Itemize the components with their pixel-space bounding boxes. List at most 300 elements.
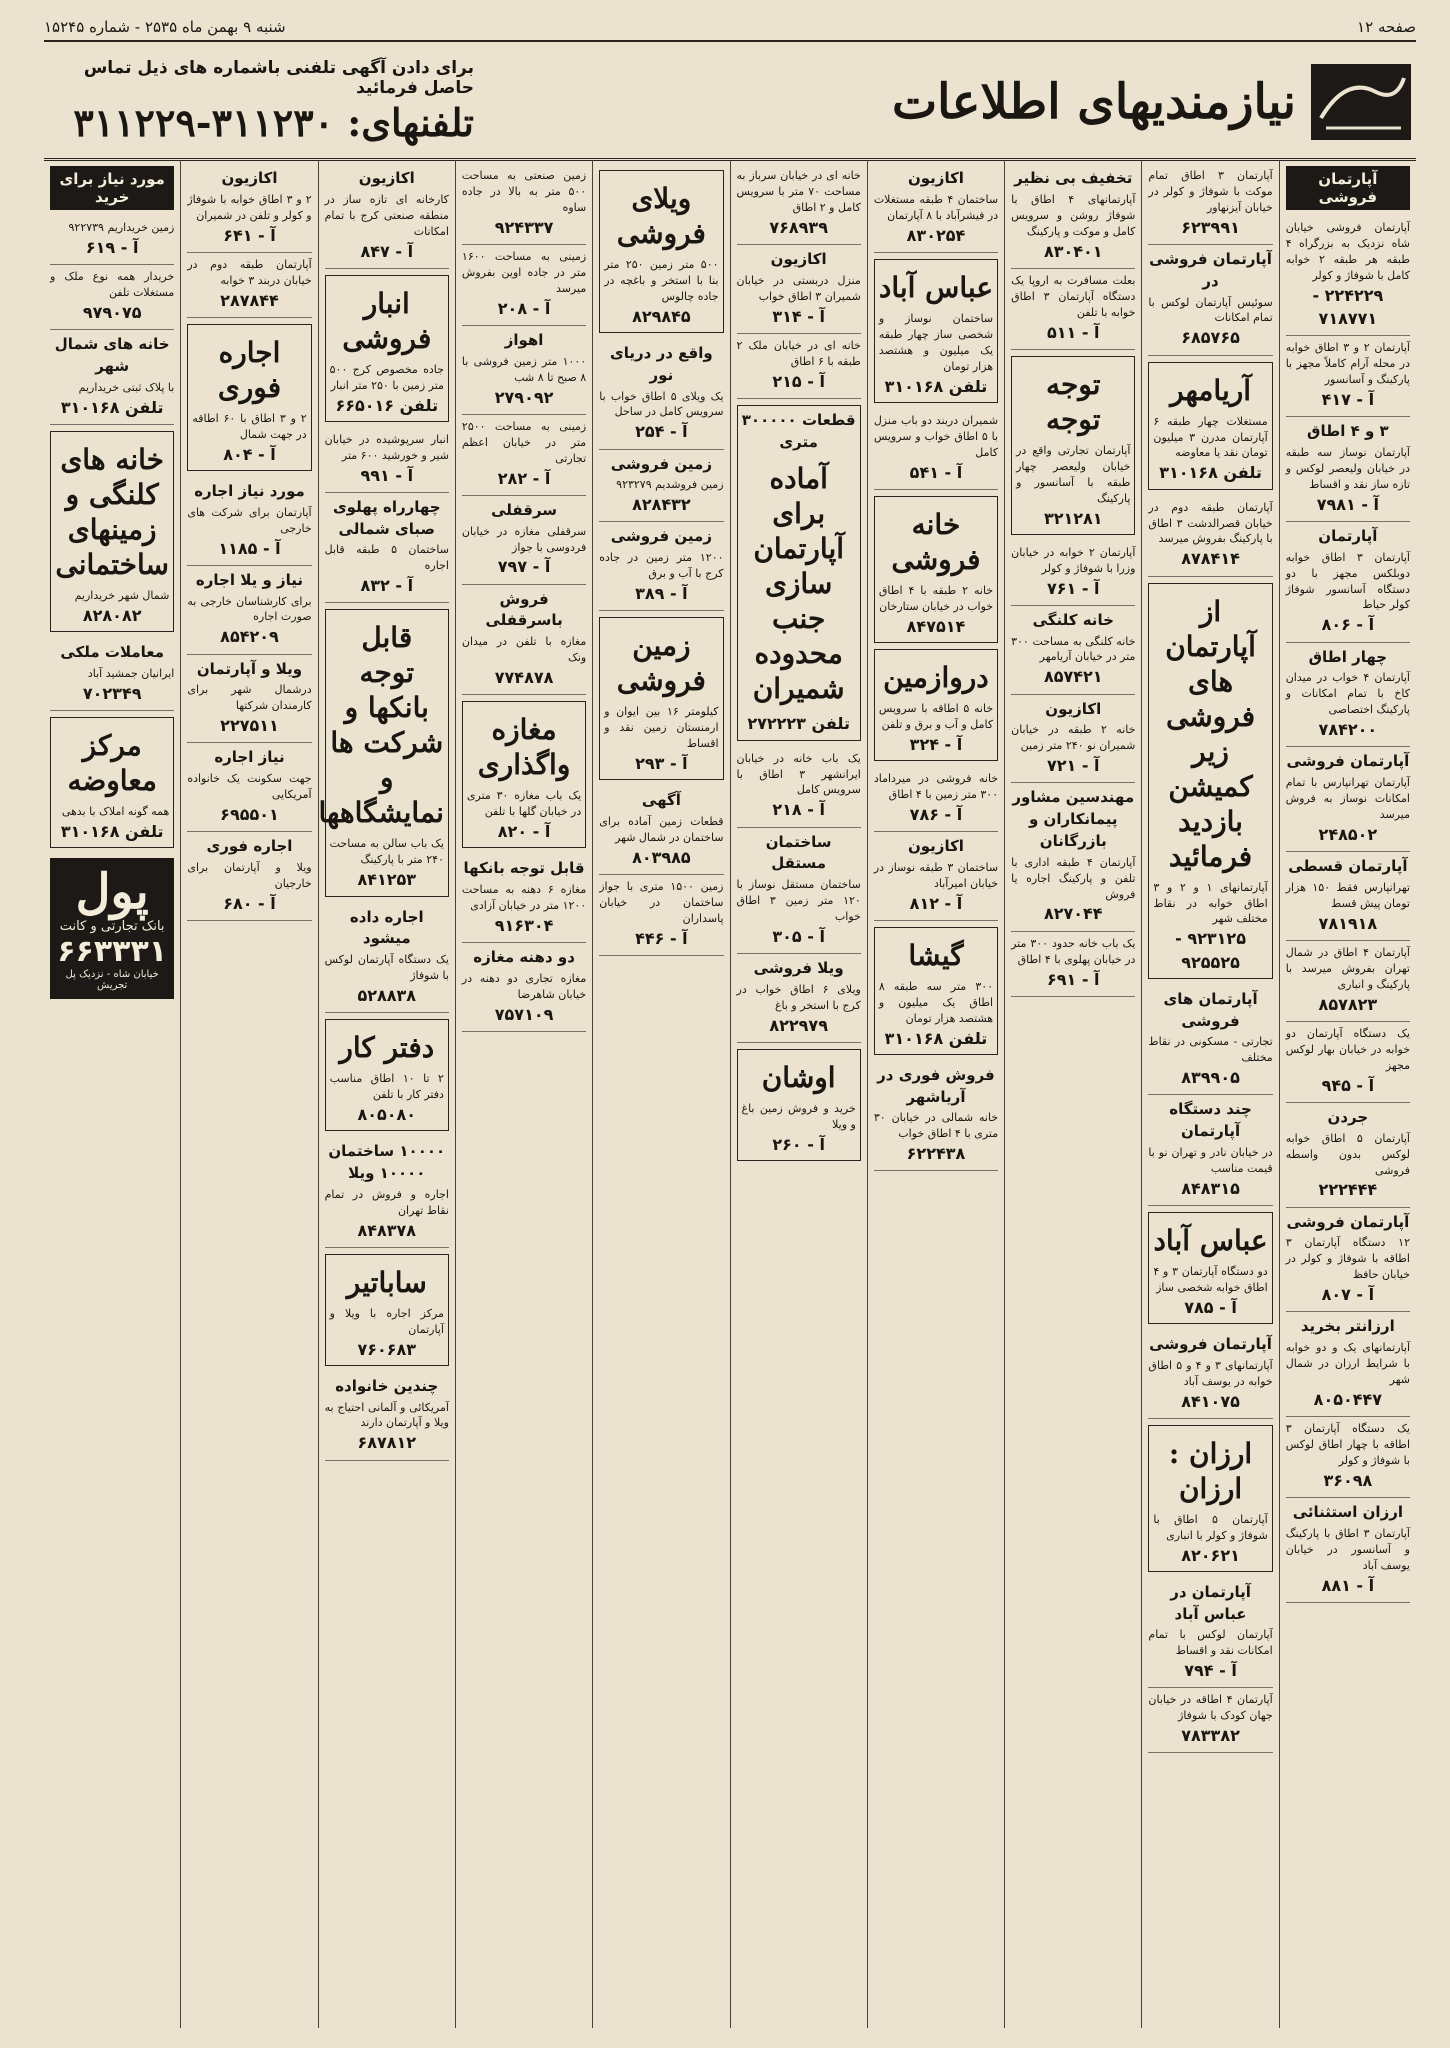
ad-phone: آ - ۲۰۸ [497,298,551,318]
ad-body: سوئیس آپارتمان لوکس با تمام امکانات [1148,295,1273,325]
ad-body: زمین خریداریم ۹۲۲۷۳۹ [68,221,175,234]
ad-phone: آ - ۷۹۸۱ [1316,494,1380,514]
classified-ad [737,954,861,1043]
ad-display-title: آماده برای آپارتمان سازی جنب محدوده شمیران [752,462,845,706]
ad-body: آپارتمان ۲ خوابه در خیابان وزرا با شوفاژ و کولر [1011,545,1136,575]
ad-body: مرکز اجاره با ویلا و آپارتمان [329,1306,444,1336]
ad-phone: آ - ۶۹۱ [1046,969,1100,989]
classified-ad [1148,1095,1272,1206]
ad-body: آپارتمان ۴ خواب در میدان کاخ با تمام امکانات و پارکینگ اختصاصی [1285,671,1410,717]
ad-phone: آ - ۳۸۹ [635,584,688,604]
ad-display-title: دروازمین [883,660,989,694]
classified-ad [1148,583,1272,979]
ad-body: همه گونه املاک با بدهی [61,804,170,818]
ad-body: آپارتمانهای ۴ اطاق با شوفاژ روشن و سرویس کامل و موکت و پارکینگ [1011,192,1136,238]
ad-phone: ۲۴۸۵۰۲ [1318,824,1378,844]
ad-heading: آپارتمان فروشی [1286,1212,1410,1231]
ad-display-title: انبار فروشی [342,286,432,355]
classified-ad [187,832,311,921]
ad-phone: ۸۲۷۰۴۴ [1043,904,1103,924]
ad-phone: آ - ۹۴۵ [1321,1075,1375,1095]
ad-body: ساختمان ۴ طبقه مستغلات در فیشرآباد با ۸ آپارتمان [873,192,999,222]
ad-phone: ۸۴۸۳۷۸ [357,1220,417,1240]
ad-body: دو دستگاه آپارتمان ۳ و ۴ اطاق خوابه شخصی ساز [1153,1264,1268,1294]
ad-heading: ارزانتر بخرید [1300,1317,1395,1336]
classified-ad [187,164,311,253]
classified-ad [462,326,586,415]
ad-heading: فروش باسرقفلی [485,589,563,630]
ad-body: زمینی به مساحت ۲۵۰۰ متر در خیابان اعظم تجارتی [461,419,587,465]
ad-body: یک دستگاه آپارتمان ۳ اطاقه با چهار اطاق لوکس با شوفاژ و کولر [1285,1422,1410,1467]
ad-heading: مورد نیاز اجاره [194,481,305,500]
ad-phone: ۷۶۰۶۸۳ [357,1339,417,1359]
ad-heading: قابل توجه بانکها [463,859,585,878]
ad-body: آپارتمان ۵ اطاق با شوفاژ و کولر با انباری [1153,1512,1268,1542]
ad-display-title: مرکز معاوضه [67,728,157,797]
classified-ad [1011,269,1135,350]
ad-body: در خیابان نادر و تهران نو با قیمت مناسب [1148,1145,1273,1175]
classified-ad [1148,1688,1272,1753]
banner-line: بانک تجارتی و کانت [59,918,165,934]
ad-heading: ویلا و آپارتمان [196,659,303,678]
ad-body: خریدار همه نوع ملک و مستغلات تلفن [50,270,175,300]
banner-number: ۶۶۳۳۳۱ [57,933,168,969]
classified-ad [50,330,174,425]
ad-heading: اکازیون [358,169,415,187]
contact-phones: تلفنهای: ۳۱۱۲۳۰-۳۱۱۲۲۹ [73,100,474,145]
ad-phone: ۳۶۰۹۸ [1323,1470,1373,1490]
classified-ad [1286,1022,1410,1103]
classified-ad [737,164,861,245]
category-header: آپارتمان فروشی [1286,166,1410,210]
ad-phone: ۷۷۴۸۷۸ [494,668,554,687]
ad-body: آپارتمان ۴ اطاق در شمال تهران بفروش میرسد با پارکینگ و انباری [1285,945,1410,991]
ad-body: ۲ تا ۱۰ اطاق مناسب دفتر کار با تلفن [329,1072,444,1101]
classified-ad [462,701,586,848]
ad-phone: ۷۸۱۹۱۸ [1318,913,1378,933]
ad-phone: آ - ۲۸۲ [497,468,551,488]
classified-ad [1011,783,1135,931]
ad-body: یک باب خانه در خیابان ایرانشهر ۳ اطاق با سرویس کامل [736,751,861,797]
ad-body: خرید و فروش زمین باغ و ویلا [741,1101,856,1131]
classified-ad [50,265,174,330]
ad-body: آپارتمان ۳ اطاق خوابه دوبلکس مجهز با دو دستگاه آسانسور شوفاژ کولر حیاط [1285,550,1410,612]
ad-phone: ۸۲۸۰۸۲ [82,605,142,625]
ad-phone: آ - ۷۸۵ [1184,1297,1237,1317]
ad-phone: ۲۲۲۴۴۴ [1318,1180,1378,1200]
ad-phone: ۷۰۲۳۴۹ [82,683,142,703]
ad-phone: ۹۲۴۳۳۷ [494,217,554,237]
ad-phone: آ - ۷۸۶ [909,804,963,824]
ad-body: آپارتمان ۳ اطاق تمام موکت با شوفاژ و کولر در خیابان آیزنهاور [1148,169,1273,214]
classified-ad [599,170,723,333]
classified-ad [599,339,723,450]
ad-phone: ۸۵۷۸۲۳ [1318,994,1378,1014]
ad-display-title: زمین فروشی [616,629,706,698]
ad-body: آپارتمان نوساز سه طبقه در خیابان ولیعصر لوکس و تازه ساز نقد و اقساط [1285,445,1410,491]
classified-ad [1148,245,1272,356]
classified-ad [1286,852,1410,941]
classified-ad [462,943,586,1032]
ad-heading: نیاز و یلا اجاره [195,570,304,589]
ad-body: یک باب خانه حدود ۳۰۰ متر در خیابان پهلوی با ۴ اطاق [1011,936,1136,966]
ad-body: آپارتمان ۴ طبقه اداری با تلفن و پارکینگ اجاره یا فروش [1011,855,1136,901]
ad-heading: چند دستگاه آپارتمان [1169,1100,1252,1141]
ad-phone: آ - ۲۹۳ [635,754,688,774]
ad-body: زمین فروشدیم ۹۲۳۲۷۹ [616,478,724,492]
ad-display-title: خانه های کلنگی و زمینهای ساختمانی [55,442,169,581]
ad-display-title: اجاره فوری [217,335,282,404]
ad-body: زمینی به مساحت ۱۶۰۰ متر در جاده اوین بفروش میرسد [461,250,587,295]
ad-phone: ۶۲۳۹۹۱ [1181,217,1240,237]
classified-ad [737,747,861,828]
classified-ad [50,431,174,632]
classified-ad [1286,336,1410,417]
classified-ad [325,275,449,422]
classified-ad [1286,747,1410,852]
ad-phone: ۲۸۷۸۴۴ [220,290,279,310]
classified-ad [325,1372,449,1461]
classified-ad [1011,606,1135,695]
ad-body: آپارتمان طبقه دوم در خیابان قصرالدشت ۳ اطاق با پارکینگ بفروش میرسد [1148,500,1273,546]
ad-phone: ۷۶۸۹۳۹ [769,217,828,237]
ad-body: خانه ۵ اطاقه با سرویس کامل و آب و برق و تلفن [878,701,994,731]
column-4 [867,160,1004,2028]
contact-line: برای دادن آگهی تلفنی باشماره های ذیل تماس حاصل فرمائید [83,58,474,98]
ad-phone: آ - ۳۱۴ [772,306,825,326]
ad-body: ساختمان مستقل نوساز با ۱۲۰ متر زمین ۳ اطاق خواب [736,878,861,923]
ad-heading: زمین فروشی [610,527,712,546]
ad-body: ساختمان ۳ طبقه نوساز در خیابان امیرآباد [873,860,999,890]
ad-body: برای کارشناسان خارجی به صورت اجاره [187,594,312,624]
ad-phone: ۸۳۰۲۵۴ [906,225,966,245]
classified-ad [874,767,998,832]
classified-ad [874,259,998,403]
ad-phone: تلفن ۳۱۰۱۶۸ [884,1028,988,1048]
classified-ad [1286,1417,1410,1498]
ad-phone: تلفن ۶۶۵۰۱۶ [335,395,439,415]
ad-body: ویلا و آپارتمان برای خارجیان [187,860,312,890]
classified-ad [737,1049,861,1161]
ad-phone: تلفن ۳۱۰۱۶۸ [884,376,988,396]
ad-body: زمین ۱۵۰۰ متری با جواز ساختمان در خیابان پاسداران [599,880,724,925]
ad-phone: ۸۳۰۴۰۱ [1043,241,1103,261]
ad-body: کیلومتر ۱۶ بین ایوان و ارمنستان زمین نقد و اقساط [604,705,719,751]
ad-body: ۱۲۰۰ متر زمین در جاده کرج با آب و برق [599,551,724,581]
ad-phone: آ - ۲۵۴ [635,422,688,442]
column-apartments-sale [1279,160,1416,2028]
ad-display-title: ساباتیر [346,1265,427,1299]
contact-block [44,58,474,145]
ad-phone: آ - ۴۱۷ [1321,389,1375,409]
ad-display-title: دفتر کار [339,1031,435,1065]
classified-ad [325,1137,449,1248]
classified-ad [1286,522,1410,643]
ad-display-title: ارزان : ارزان [1168,1436,1253,1505]
ad-phone: ۸۷۸۴۱۴ [1181,549,1240,569]
ad-heading: تخفیف بی نظیر [1014,169,1133,187]
ad-body: آمریکائی و آلمانی احتیاج به ویلا و آپارتمان دارند [324,1400,449,1430]
ad-body: آپارتمان ۲ و ۳ اطاق خوابه در محله آرام کاملاً مجهز با پارکینگ و آسانسور [1285,341,1410,386]
masthead-title: نیازمندیهای اطلاعات [891,74,1296,130]
ad-display-title: اوشان [761,1060,836,1094]
classified-ad [1286,1103,1410,1208]
classified-ad [1011,695,1135,784]
ad-body: خانه شمالی در خیابان ۳۰ متری با ۴ اطاق خواب [873,1111,999,1141]
ad-body: آپارتمان فروشی خیابان شاه نزدیک به بزرگراه ۴ طبقه هر طبقه ۲ خوابه کامل با شوفاژ و کولر [1285,221,1410,282]
ad-phone: آ - ۷۲۱ [1046,756,1100,776]
ad-phone: آ - ۸۰۶ [1321,615,1375,635]
ad-phone: ۸۲۸۴۳۲ [632,495,691,515]
ad-phone: ۵۲۸۸۳۸ [357,985,417,1005]
ad-columns [44,160,1416,2028]
classified-ad [325,1019,449,1131]
classified-ad [874,164,998,253]
ad-phone: ۸۰۵۰۴۴۷ [1313,1389,1383,1409]
classified-ad [1286,1312,1410,1417]
classified-ad [1148,1578,1272,1689]
ad-body: قطعات زمین آماده برای ساختمان در شمال شهر [599,815,724,844]
banner-address: خیابان شاه - نزدیک پل تجریش [65,968,159,991]
ad-body: ۲ و ۳ اطاق با ۶۰ اطاقه در جهت شمال [192,411,307,441]
classified-ad [462,164,586,245]
ad-body: یک باب سالن به مساحت ۲۴۰ متر با پارکینگ [329,837,444,867]
classified-ad [1286,941,1410,1022]
ad-heading: چندین خانواده [335,1376,439,1395]
ad-phone: ۷۸۳۳۸۲ [1181,1726,1240,1746]
ad-phone: آ - ۹۹۱ [360,465,414,485]
classified-ad [462,496,586,585]
ad-body: مغازه با تلفن در میدان ونک [461,635,587,665]
ad-body: آپارتمانهای ۳ و ۴ و ۵ اطاق خوابه در یوسف آباد [1148,1358,1273,1388]
ad-phone: آ - ۱۱۸۵ [218,538,281,558]
ad-phone: ۹۱۶۳۰۴ [494,915,554,935]
ad-heading: آپارتمان در عباس آباد [1170,1582,1251,1623]
ad-phone: ۲۲۴۲۲۹ - ۷۱۸۷۷۱ [1312,285,1384,328]
classified-ad [737,245,861,334]
ad-body: ساختمان نوساز و شخصی ساز چهار طبقه یک میلیون و هشتصد هزار تومان [878,311,994,373]
ad-body: مغازه تجاری دو دهنه در خیابان شاهرضا [461,971,587,1001]
ad-display-title: از آپارتمان های فروشی زیر کمیشن بازدید فرمائید [1165,594,1256,873]
ad-heading: معاملات ملکی [60,642,165,661]
ad-phone: ۶۸۷۸۱۲ [357,1433,417,1453]
ad-body: خانه ای در خیابان ملک ۲ طبقه با ۶ اطاق [736,338,861,368]
ad-heading: زمین فروشی [610,454,712,473]
ad-body: آپارتمانهای یک و دو خوابه با شرایط ارزان در شمال شهر [1285,1341,1410,1386]
classified-ad [599,450,723,523]
classified-ad [187,655,311,744]
ad-display-title: عباس آباد [1153,1223,1268,1257]
classified-ad [187,253,311,318]
ad-heading: خانه های شمال شهر [54,335,170,375]
ad-phone: آ - ۸۰۷ [1321,1285,1375,1305]
ad-phone: ۶۸۵۷۶۵ [1181,328,1240,348]
ad-phone: آ - ۷۹۷ [497,557,551,577]
ad-heading: ویلا فروشی [753,959,844,978]
ad-heading: چهار اطاق [1308,647,1388,666]
ad-heading: واقع در دریای نور [610,344,713,384]
classified-ad [187,477,311,566]
classified-ad [1011,356,1135,535]
ad-heading: ارزان استثنائی [1292,1503,1403,1522]
ad-phone: آ - ۸۳۲ [360,576,414,596]
ad-phone: ۸۴۱۲۵۳ [357,870,417,890]
ad-body: جهت سکونت یک خانواده آمریکایی [187,772,312,802]
ad-phone: ۳۲۱۲۸۱ [1043,508,1103,528]
ad-body: آپارتمان لوکس با تمام امکانات نقد و اقساط [1148,1628,1273,1658]
classified-ad [874,496,998,643]
ad-phone: ۸۲۲۹۷۹ [769,1015,828,1035]
ad-heading: اکازیون [1045,699,1102,718]
classified-ad [1286,417,1410,522]
ad-body: خانه فروشی در میرداماد ۳۰۰ متر زمین با ۴ اطاق [873,771,999,801]
ad-phone: تلفن ۳۱۰۱۶۸ [60,821,164,841]
classified-ad [874,832,998,921]
ad-phone: آ - ۶۸۰ [223,893,276,913]
classified-ad [50,638,174,711]
column-wanted-to-buy [44,160,180,2028]
ad-phone: تلفن ۲۷۲۲۲۳ [747,714,850,734]
category-header: مورد نیاز برای خرید [50,166,174,210]
ad-body: ۱۲ دستگاه آپارتمان ۳ اطاقه با شوفاژ و کولر در خیابان حافظ [1285,1236,1410,1282]
ad-heading: آپارتمان های فروشی [1163,989,1258,1030]
classified-ad [462,585,586,696]
classified-ad [874,1061,998,1172]
ad-phone: ۸۲۹۸۴۵ [632,306,691,326]
classified-ad [737,334,861,399]
classified-ad [325,1254,449,1366]
ad-phone: ۷۵۷۱۰۹ [494,1004,554,1024]
classified-ad [187,566,311,655]
ad-heading: جردن [1327,1107,1369,1126]
ad-phone: ۸۰۵۰۸۰ [357,1104,417,1124]
ad-body: خانه ۲ طبقه با ۴ اطاق خواب در خیابان ستارخان [878,583,994,613]
ad-heading: مهندسین مشاور پیمانکاران و بازرگانان [1012,788,1135,850]
ad-heading: آپارتمان فروشی [1286,752,1410,771]
classified-ad [1011,541,1135,606]
ad-body: آپارتمان ۵ اطاق خوابه لوکس بدون واسطه فروشی [1285,1131,1410,1177]
ad-display-title: آریامهر [1170,373,1252,407]
ad-display-title: عباس آباد [878,270,994,304]
ad-heading: اهواز [504,331,544,349]
column-2 [1141,160,1278,2028]
classified-ad [737,405,861,741]
ad-phone: ۶۲۲۴۳۸ [906,1144,966,1164]
classified-ad [187,743,311,832]
ad-heading: ساختمان مستقل [765,832,832,873]
ad-phone: ۲۷۹۰۹۲ [494,387,554,407]
column-8 [318,160,455,2028]
ad-heading: آپارتمان قسطی [1288,857,1408,876]
ad-body: ساختمان ۵ طبقه قابل اجاره [324,543,449,573]
ad-display-title: توجه توجه [1045,367,1101,436]
banner-word: پول [75,863,149,920]
ad-body: آپارتمان ۴ اطاقه در خیابان جهان کودک با شوفاژ [1148,1693,1273,1723]
ad-body: آپارتمان طبقه دوم در خیابان دربند ۳ خوابه [187,257,312,287]
ad-display-title: خانه فروشی [891,507,981,576]
ad-body: خانه ای در خیابان سرباز به مساحت ۷۰ متر با سرویس کامل و ۲ اطاق [736,169,861,214]
ad-phone: آ - ۶۴۱ [223,225,276,245]
ad-body: آپارتمانهای ۱ و ۲ و ۳ اطاق خوابه در نقاط مختلف شهر [1153,880,1268,926]
ad-phone: ۸۳۹۹۰۵ [1181,1068,1240,1088]
column-5 [730,160,867,2028]
ad-phone: آ - ۷۹۴ [1184,1661,1237,1681]
classified-ad [874,409,998,490]
page-number: صفحه ۱۲ [1357,18,1416,36]
ad-body: آپارتمان تهرانپارس با تمام امکانات نوساز به فروش میرسد [1285,776,1410,821]
classified-ad [325,428,449,493]
ad-phone: تلفن ۳۱۰۱۶۸ [1159,463,1262,483]
column-7 [455,160,592,2028]
ad-heading: آپارتمان [1318,526,1378,545]
classified-ad [1148,164,1272,245]
ad-phone: آ - ۳۰۵ [772,926,825,946]
ad-body: ۵۰۰ متر زمین ۲۵۰ متر بنا با استخر و باغچه در جاده چالوس [604,258,719,303]
classified-ad [50,717,174,848]
classified-ad [1148,496,1272,577]
ad-phone: آ - ۵۱۱ [1046,322,1100,342]
ad-body: زمین صنعتی به مساحت ۵۰۰ متر به بالا در جاده ساوه [461,169,587,214]
ad-display-title: قابل توجه بانکها و شرکت ها و نمایشگاهها [318,621,444,830]
ad-phone: ۶۹۵۵۰۱ [220,805,279,824]
ad-body: ۳۰۰ متر سه طبقه ۸ اطاق یک میلیون و هشتصد هزار تومان [878,979,994,1025]
ad-body: مغازه ۶ دهنه به مساحت ۱۲۰۰ متر در خیابان آزادی [461,883,587,912]
ad-heading: ۳ و ۴ اطاق [1307,422,1389,441]
ad-body: یک دستگاه آپارتمان لوکس با شوفاژ [324,953,449,982]
ad-phone: آ - ۸۲۰ [497,822,551,842]
ad-body: ایرانیان جمشید آباد [87,666,175,680]
ad-body: تهرانپارس فقط ۱۵۰ هزار تومان پیش قسط [1285,880,1410,910]
ad-phone: آ - ۸۱۲ [909,893,963,913]
ad-body: آپارتمان تجارتی واقع در خیابان ولیعصر چهار طبقه با آسانسور و پارکینگ [1016,443,1131,505]
ad-body: منزل دربستی در خیابان شمیران ۳ اطاق خواب [736,273,861,303]
ad-body: جاده مخصوص کرج ۵۰۰ متر زمین با ۲۵۰ متر انبار [329,362,444,392]
masthead [44,50,1416,161]
ad-phone: ۲۲۷۵۱۱ [220,716,279,736]
ad-body: آپارتمان ۳ اطاق با پارکینگ و آسانسور در خیابان یوسف آباد [1285,1526,1410,1572]
classified-ad [462,415,586,496]
ad-phone: آ - ۲۶۰ [772,1134,825,1154]
classified-ad [599,617,723,780]
ad-body: کارخانه ای تازه ساز در منطقه صنعتی کرج با تمام امکانات [324,192,449,238]
ad-phone: ۸۵۴۲۰۹ [220,627,279,647]
ad-body: یک ویلای ۵ اطاق خواب با سرویس کامل در ساحل [599,389,724,419]
classified-ad [50,216,174,265]
column-6 [592,160,729,2028]
ad-heading: اکازیون [907,836,964,855]
classified-ad [599,875,723,956]
ad-body: خانه کلنگی به مساحت ۳۰۰ متر در خیابان آریامهر [1011,634,1136,664]
classified-ad [325,903,449,1014]
ad-display-title: ویلای فروشی [616,182,706,250]
ad-heading: ۱۰۰۰۰ ساختمان ۱۰۰۰۰ ویلا [328,1142,446,1182]
ad-phone: تلفن ۳۱۰۱۶۸ [60,397,164,417]
ad-phone: ۷۸۴۲۰۰ [1318,720,1378,740]
ad-heading: آپارتمان فروشی [1149,1334,1272,1353]
ad-body: شمیران دربند دو باب منزل با ۵ اطاق خواب و سرویس کامل [873,413,999,459]
classified-ad [187,324,311,471]
classified-ad [1148,1425,1272,1572]
ad-display-title: گیشا [908,938,964,972]
ad-body: یک باب مغازه ۳۰ متری در خیابان گلها با تلفن [466,789,582,819]
issue-bar [44,14,1416,42]
ad-body: ویلای ۶ اطاق خواب در کرج با استخر و باغ [736,982,861,1012]
ad-phone: آ - ۸۴۷ [360,241,414,261]
ad-body: آپارتمان برای شرکت های خارجی [187,505,312,535]
ad-phone: آ - ۸۸۱ [1321,1575,1375,1595]
ad-body: ۱۰۰۰ متر زمین فروشی با ۸ صبح تا ۸ شب [461,354,587,384]
ad-phone: ۸۵۷۴۲۱ [1043,667,1103,687]
